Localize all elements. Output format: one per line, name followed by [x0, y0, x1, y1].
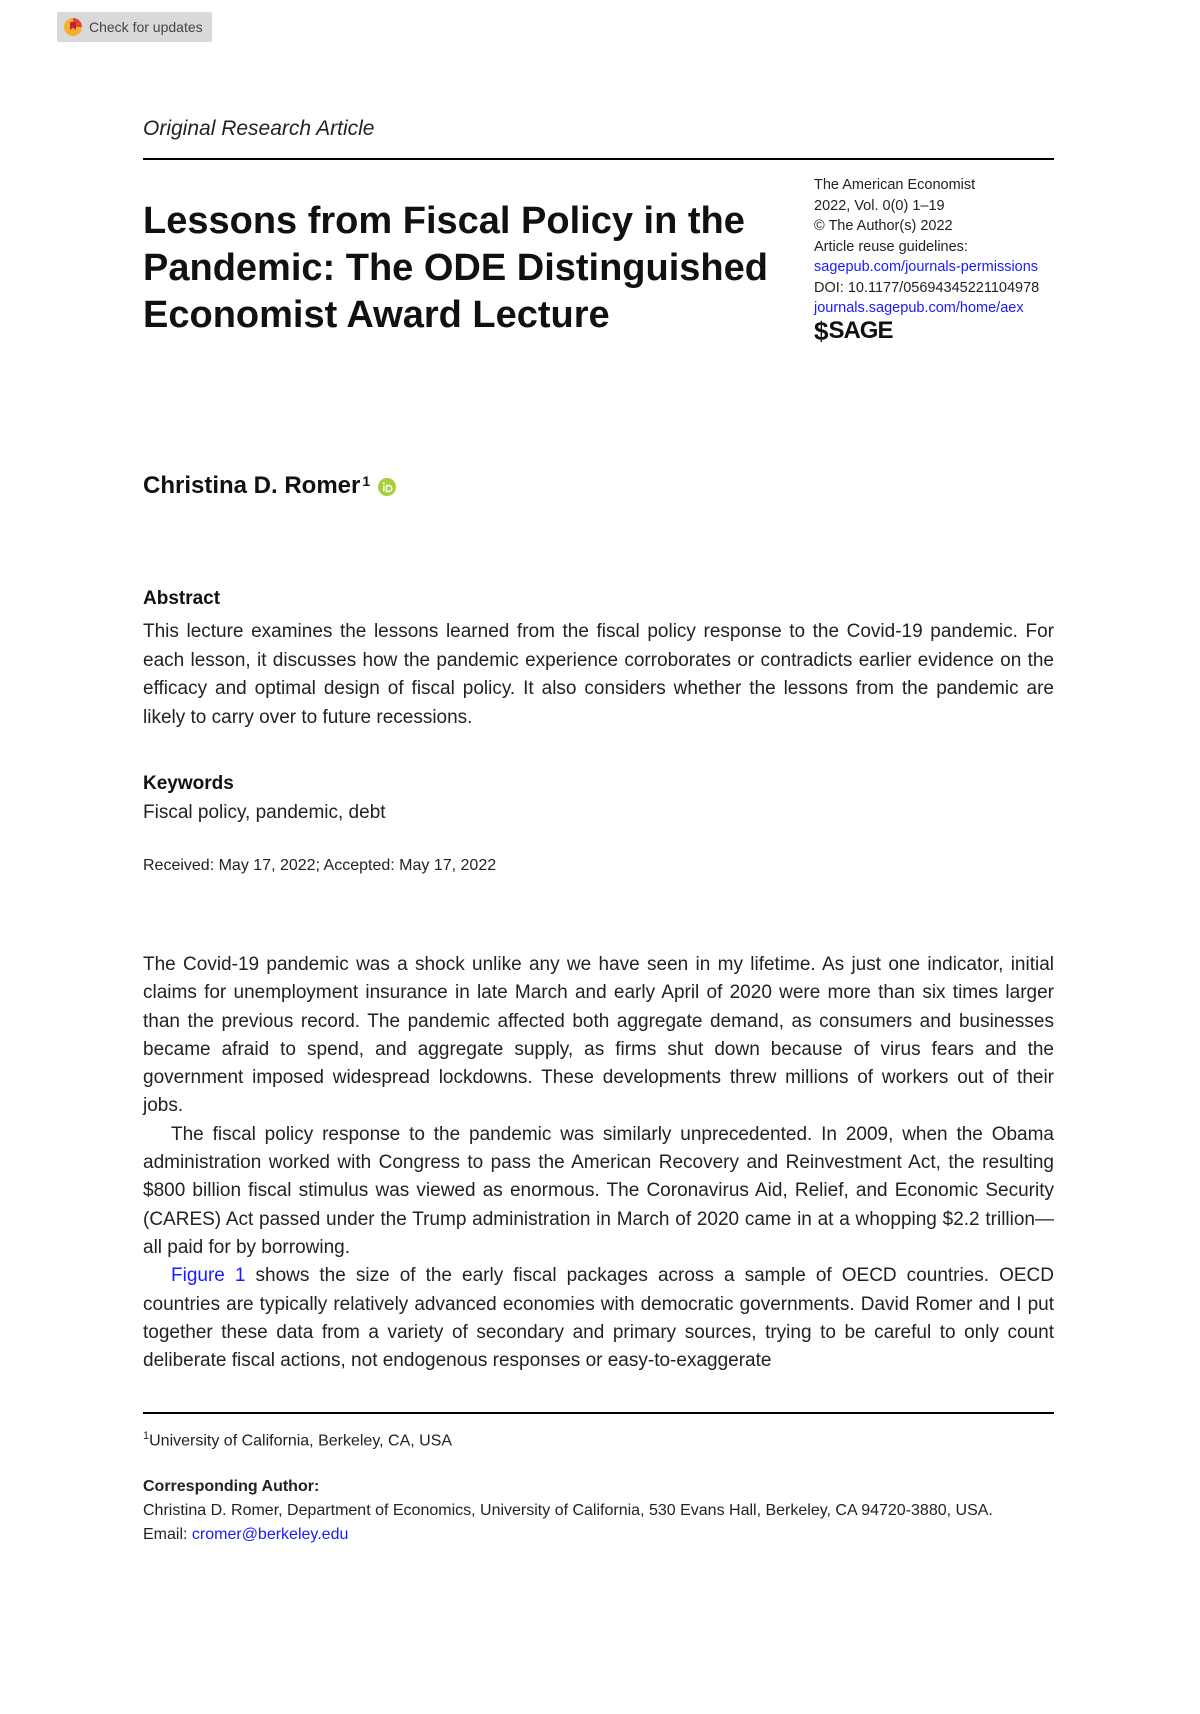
- doi: DOI: 10.1177/05694345221104978: [814, 279, 1040, 296]
- sage-logo: [814, 315, 1064, 346]
- footnote-rule: [143, 1412, 1054, 1414]
- figure-1-link[interactable]: Figure 1: [171, 1265, 246, 1287]
- reuse-link[interactable]: sagepub.com/journals-permissions: [814, 259, 1039, 275]
- keywords-text: Fiscal policy, pandemic, debt: [143, 802, 386, 823]
- article-title: Lessons from Fiscal Policy in the Pandemic: The ODE Distinguished Economist Award Lecture: [143, 200, 768, 336]
- corresponding-author-label: Corresponding Author:: [143, 1478, 320, 1495]
- email-label: Email:: [143, 1526, 192, 1543]
- body-paragraph-3-text: shows the size of the early fiscal packages across a sample of OECD countries. OECD countries are typically relatively advanced economies with democratic governments. David Romer and I put together these data from a variety of secondary and primary sources, trying to be careful to only count deliberate fiscal actions, not endogenous responses or easy-to-exaggerate: [143, 1265, 1054, 1372]
- author-affil-mark: 1: [362, 473, 371, 489]
- body-paragraph-1: The Covid-19 pandemic was a shock unlike any we have seen in my lifetime. As just one indicator, initial claims for unemployment insurance in late March and early April of 2020 were more than six times larger than the previous record. The pandemic affected both aggregate demand, as consumers and businesses became afraid to spend, and aggregate supply, as firms shut down because of virus fears and the government imposed widespread lockdowns. These developments threw millions of workers out of their jobs.: [143, 954, 1054, 1117]
- affiliation-mark: 1: [143, 1430, 150, 1442]
- journal-volume: 2022, Vol. 0(0) 1–19: [814, 197, 945, 214]
- author-line: [143, 472, 396, 500]
- abstract-heading: Abstract: [143, 588, 221, 609]
- affiliation-text: University of California, Berkeley, CA, USA: [149, 1432, 453, 1450]
- header-rule: [143, 158, 1054, 160]
- body-paragraph-3: [143, 1262, 1054, 1375]
- sage-dollar-icon: $: [814, 315, 828, 346]
- article-type: Original Research Article: [143, 117, 375, 140]
- affiliation-footnote: [143, 1430, 452, 1450]
- corresponding-author-address: Christina D. Romer, Department of Economics, University of California, 530 Evans Hall, Berkeley, CA 94720-3880, USA.: [143, 1502, 993, 1519]
- check-for-updates-badge[interactable]: [57, 12, 212, 42]
- journal-name: The American Economist: [814, 177, 976, 193]
- copyright: © The Author(s) 2022: [814, 218, 953, 234]
- orcid-icon[interactable]: [378, 478, 396, 496]
- received-accepted-dates: Received: May 17, 2022; Accepted: May 17, 2022: [143, 857, 497, 874]
- body-paragraph-2: The fiscal policy response to the pandemic was similarly unprecedented. In 2009, when the Obama administration worked with Congress to pass the American Recovery and Reinvestment Act, the resulting $800 billion fiscal stimulus was viewed as enormous. The Coronavirus Aid, Relief, and Economic Security (CARES) Act passed under the Trump administration in March of 2020 came in at a whopping $2.2 trillion—all paid for by borrowing.: [143, 1123, 1054, 1258]
- corresponding-author: [143, 1475, 1073, 1547]
- reuse-label: Article reuse guidelines:: [814, 238, 968, 255]
- journal-meta: [814, 175, 1064, 346]
- journal-homepage-link[interactable]: journals.sagepub.com/home/aex: [814, 300, 1024, 316]
- email-link[interactable]: cromer@berkeley.edu: [191, 1526, 349, 1543]
- sage-logo-text: SAGE: [828, 316, 893, 344]
- abstract-text: This lecture examines the lessons learned from the fiscal policy response to the Covid-19 pandemic. For each lesson, it discusses how the pandemic experience corroborates or contradicts earlier evidence on the efficacy and optimal design of fiscal policy. It also considers whether the lessons from the pandemic are likely to carry over to future recessions.: [143, 621, 1054, 728]
- keywords-heading: Keywords: [143, 773, 234, 794]
- check-updates-icon: [63, 17, 83, 37]
- author-name: Christina D. Romer: [143, 472, 361, 499]
- check-updates-label: Check for updates: [89, 19, 203, 35]
- main-text: [143, 951, 1054, 1375]
